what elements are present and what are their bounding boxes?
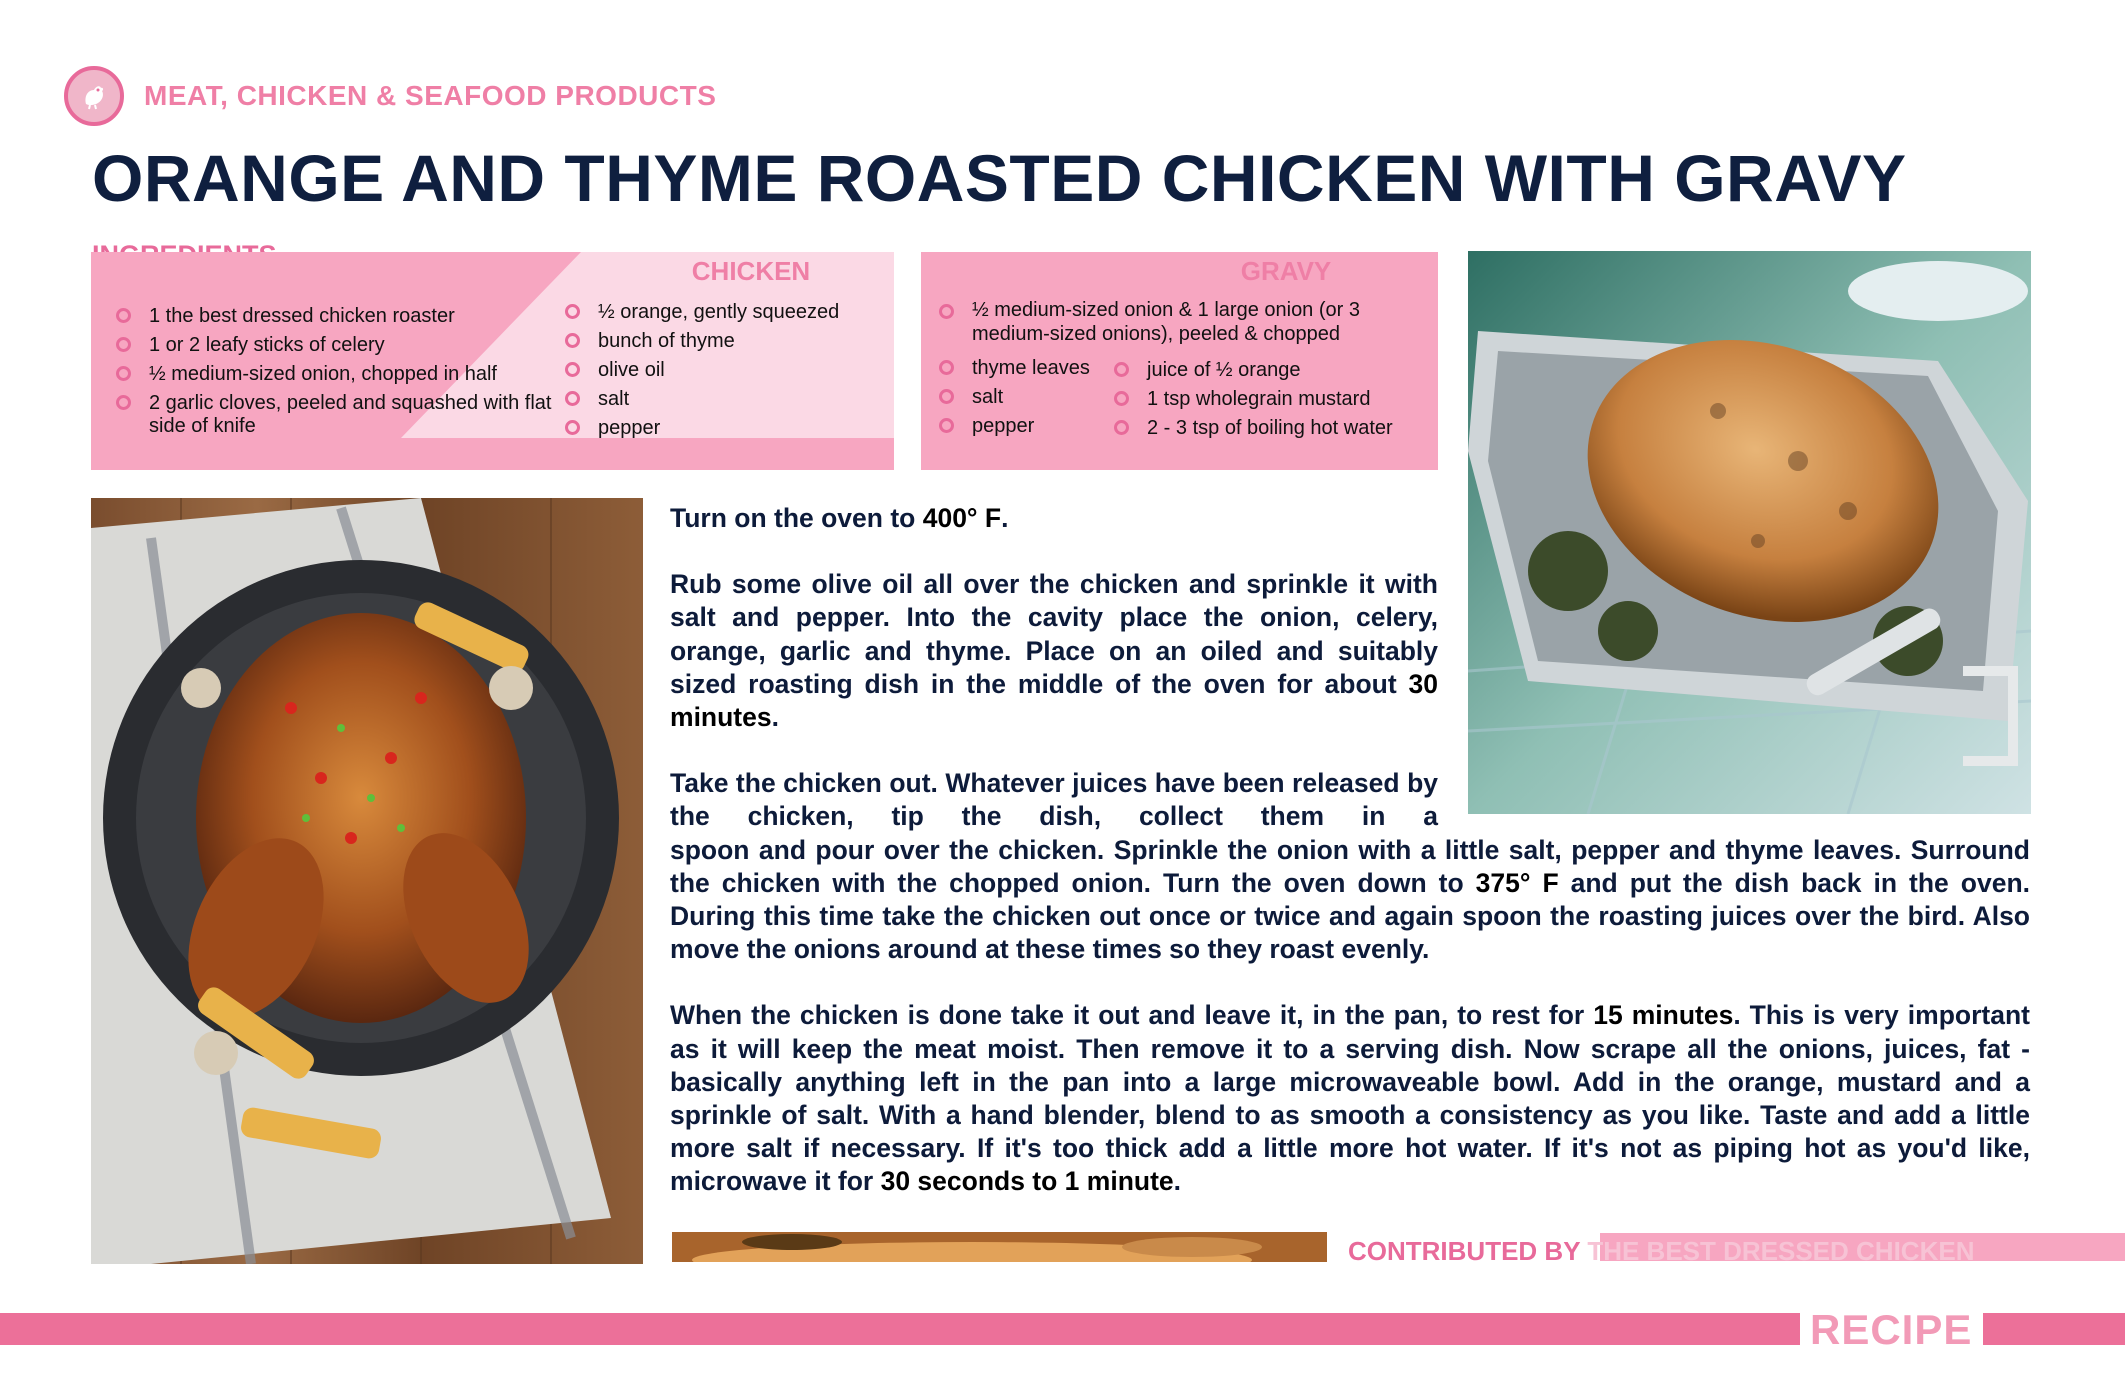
- footer-bar: [0, 1313, 1800, 1345]
- recipe-label: RECIPE: [1810, 1306, 1973, 1353]
- list-item: pepper: [565, 414, 885, 443]
- gravy-tab-label: GRAVY: [1240, 256, 1332, 286]
- bullet-icon: [1114, 420, 1129, 435]
- category-label: MEAT, CHICKEN & SEAFOOD PRODUCTS: [144, 80, 717, 111]
- roast-chicken-plate-photo: [91, 498, 643, 1264]
- contributed-by: [1348, 1236, 1974, 1267]
- bullet-icon: [565, 362, 580, 377]
- gravy-ingredients-panel: [921, 252, 1438, 470]
- bullet-icon: [565, 420, 580, 435]
- contributor-name: THE BEST DRESSED CHICKEN: [1587, 1236, 1975, 1266]
- bullet-icon: [116, 395, 131, 410]
- rooster-icon: [76, 78, 112, 114]
- list-item: 1 or 2 leafy sticks of celery: [116, 331, 656, 360]
- instruction-step-4: When the chicken is done take it out and leave it, in the pan, to rest for 15 minutes. This is very important as it will keep the meat moist. Then remove it to a serving dish. Now scrape all the onions, juices, fat - basically anything left in the pan into a large microwaveable bowl. Add in the orange, mustard and a sprinkle of salt. With a hand blender, blend to as smooth a consistency as you like. Taste and add a little more salt if necessary. If it's too thick add a little more hot water. If it's not as piping hot as you'd like, microwave it for 30 seconds to 1 minute.: [670, 1000, 2030, 1197]
- bullet-icon: [116, 337, 131, 352]
- list-item: ½ medium-sized onion, chopped in half: [116, 360, 656, 389]
- list-item: 2 garlic cloves, peeled and squashed with flat side of knife: [116, 389, 559, 438]
- instruction-step-3-start: Take the chicken out. Whatever juices have been released by the chicken, tip the dish, collect them in a: [670, 768, 1438, 832]
- list-item: ½ orange, gently squeezed: [565, 298, 885, 327]
- bullet-icon: [1114, 362, 1129, 377]
- recipe-title: ORANGE AND THYME ROASTED CHICKEN WITH GRAVY: [92, 141, 1907, 215]
- category-icon: [64, 66, 124, 126]
- list-item: olive oil: [565, 356, 885, 385]
- gravy-photo-strip: [672, 1232, 1327, 1262]
- list-item: juice of ½ orange: [1114, 356, 1434, 385]
- gravy-list-left: [939, 354, 1109, 441]
- chicken-tab-label: CHICKEN: [691, 256, 811, 286]
- list-item: salt: [939, 383, 1109, 412]
- bullet-icon: [116, 366, 131, 381]
- contributed-by-label: CONTRIBUTED BY: [1348, 1236, 1588, 1266]
- instruction-step-2: Rub some olive oil all over the chicken and sprinkle it with salt and pepper. Into the cavity place the onion, celery, orange, garlic and thyme. Place on an oiled and suitably sized roasting dish in the middle of the oven for about 30 minutes.: [670, 569, 1438, 733]
- bullet-icon: [565, 304, 580, 319]
- list-item: pepper: [939, 412, 1109, 441]
- gravy-list-right: [1114, 356, 1434, 443]
- bullet-icon: [565, 391, 580, 406]
- chicken-ingredients-panel: [91, 252, 894, 470]
- gravy-list-top: [939, 298, 1429, 346]
- bullet-icon: [939, 418, 954, 433]
- footer-bar-end: [1983, 1313, 2125, 1345]
- list-item: 1 the best dressed chicken roaster: [116, 302, 656, 331]
- list-item: 2 - 3 tsp of boiling hot water: [1114, 414, 1434, 443]
- instruction-step-1: Turn on the oven to 400° F.: [670, 503, 1009, 533]
- bullet-icon: [116, 308, 131, 323]
- chicken-list-right: [565, 298, 885, 443]
- instructions: [670, 502, 2030, 1232]
- bullet-icon: [939, 389, 954, 404]
- bullet-icon: [939, 360, 954, 375]
- bullet-icon: [1114, 391, 1129, 406]
- list-item: 1 tsp wholegrain mustard: [1114, 385, 1434, 414]
- list-item: ½ medium-sized onion & 1 large onion (or 3 medium-sized onions), peeled & chopped: [939, 298, 1429, 346]
- bullet-icon: [939, 304, 954, 319]
- instruction-step-3-end: spoon and pour over the chicken. Sprinkle the onion with a little salt, pepper and thyme leaves. Surround the chicken with the chopped onion. Turn the oven down to 375° F and put the dish back in the oven. During this time take the chicken out once or twice and again spoon the roasting juices over the bird. Also move the onions around at these times so they roast evenly.: [670, 834, 2030, 965]
- list-item: salt: [565, 385, 885, 414]
- list-item: thyme leaves: [939, 354, 1109, 383]
- bullet-icon: [565, 333, 580, 348]
- list-item: bunch of thyme: [565, 327, 885, 356]
